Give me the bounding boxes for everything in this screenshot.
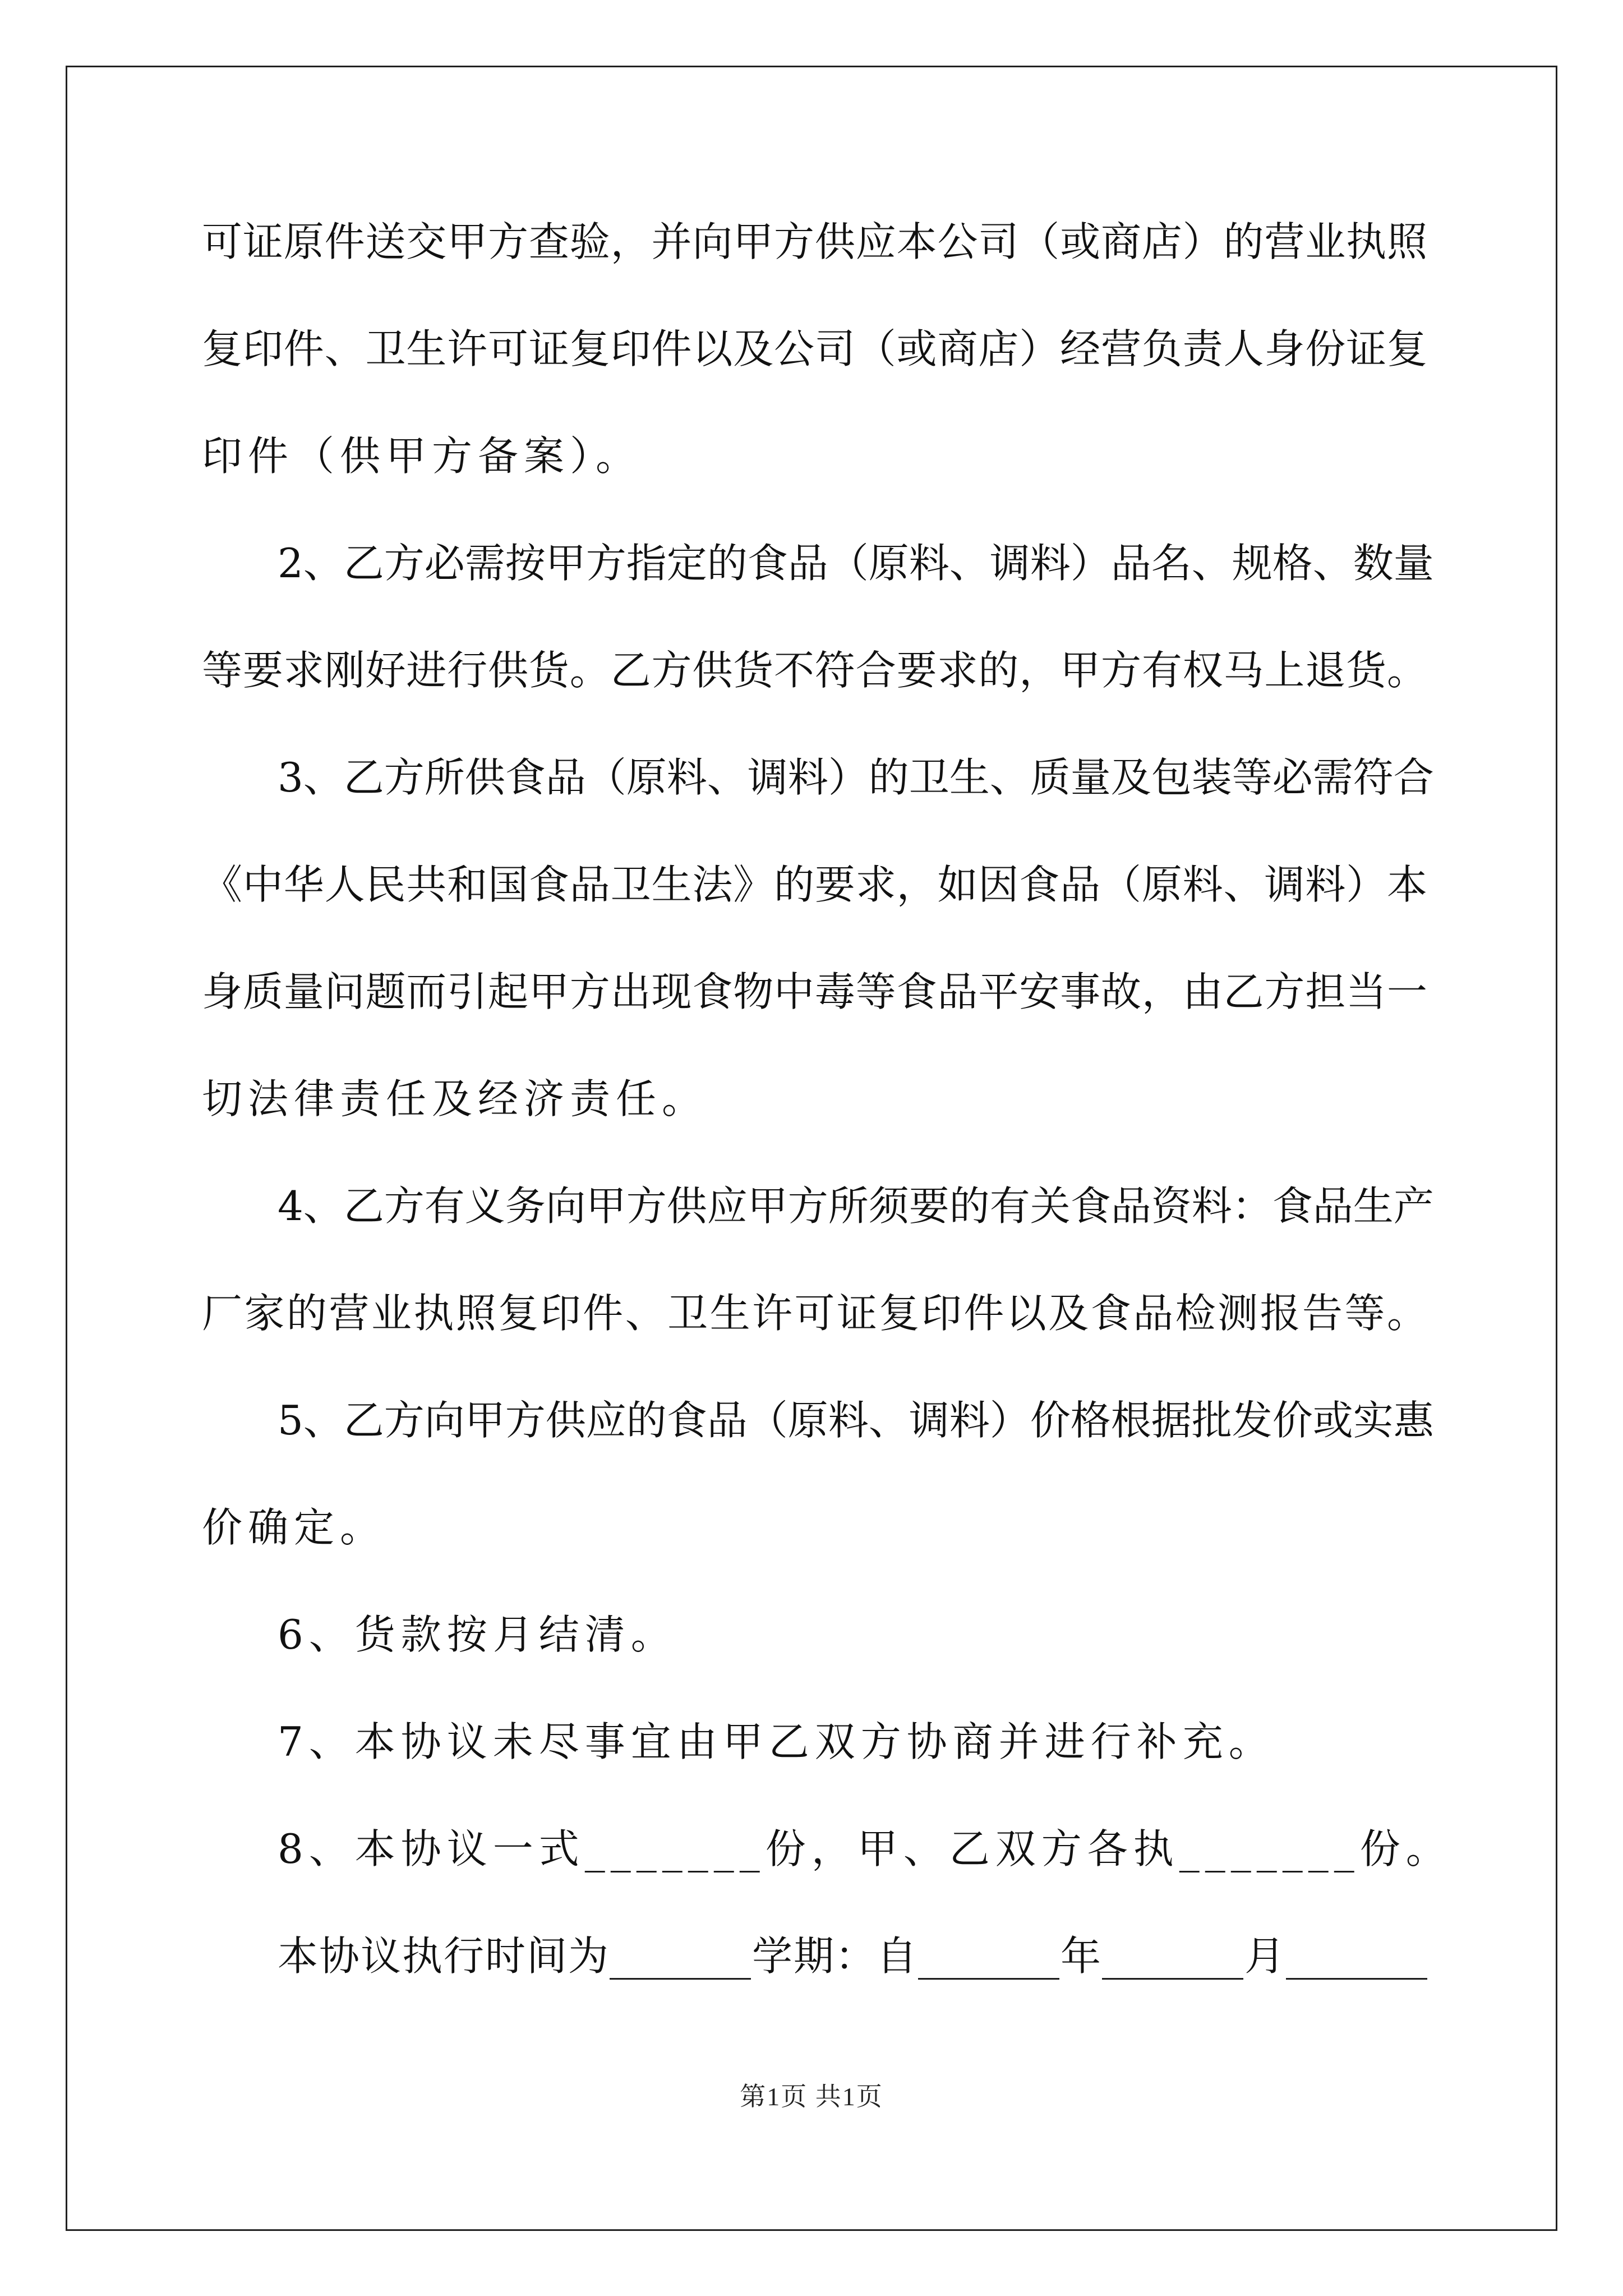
body-line: 印件（供甲方备案）。 bbox=[202, 432, 642, 480]
body-line: 切法律责任及经济责任。 bbox=[202, 1075, 708, 1122]
body-line: 4、乙方有义务向甲方供应甲方所须要的有关食品资料：食品生产 bbox=[278, 1182, 1434, 1230]
body-line: 等要求刚好进行供货。乙方供货不符合要求的，甲方有权马上退货。 bbox=[202, 647, 1427, 694]
body-line: 复印件、卫生许可证复印件以及公司（或商店）经营负责人身份证复 bbox=[202, 325, 1427, 372]
body-line: 7、本协议未尽事宜由甲乙双方协商并进行补充。 bbox=[278, 1718, 1275, 1765]
body-line: 本协议执行时间为_______学期：自_______年_______月_______ bbox=[278, 1932, 1427, 1980]
body-line: 身质量问题而引起甲方出现食物中毒等食品平安事故，由乙方担当一 bbox=[202, 968, 1427, 1015]
body-line: 2、乙方必需按甲方指定的食品（原料、调料）品名、规格、数量 bbox=[278, 540, 1434, 587]
body-line: 《中华人民共和国食品卫生法》的要求，如因食品（原料、调料）本 bbox=[202, 861, 1427, 908]
page-number-footer: 第1页 共1页 bbox=[740, 2082, 883, 2111]
body-line: 可证原件送交甲方查验，并向甲方供应本公司（或商店）的营业执照 bbox=[202, 218, 1427, 265]
body-line: 6、货款按月结清。 bbox=[278, 1611, 677, 1658]
body-line: 厂家的营业执照复印件、卫生许可证复印件以及食品检测报告等。 bbox=[202, 1290, 1427, 1337]
body-line: 价确定。 bbox=[202, 1504, 386, 1551]
page-border bbox=[66, 66, 1557, 2231]
body-line: 3、乙方所供食品（原料、调料）的卫生、质量及包装等必需符合 bbox=[278, 754, 1434, 801]
body-line: 8、本协议一式_______份，甲、乙双方各执_______份。 bbox=[278, 1825, 1452, 1872]
body-line: 5、乙方向甲方供应的食品（原料、调料）价格根据批发价或实惠 bbox=[278, 1397, 1434, 1444]
